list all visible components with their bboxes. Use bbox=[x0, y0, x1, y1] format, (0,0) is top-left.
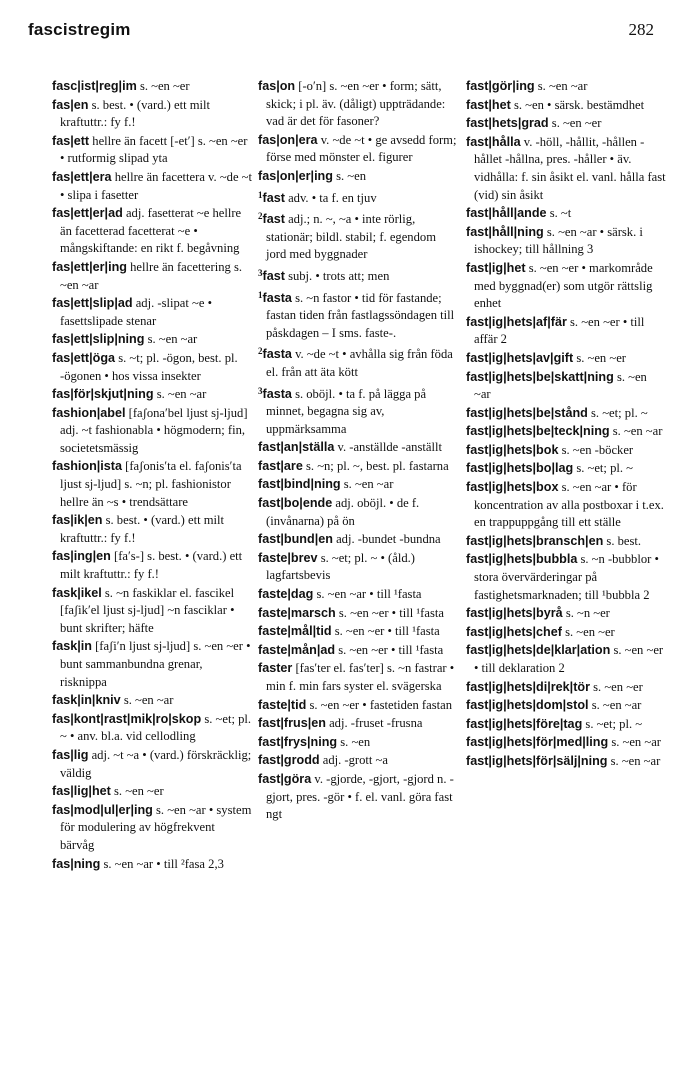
dictionary-entry bbox=[52, 405, 252, 458]
definition: s. ~en ~er bbox=[114, 784, 164, 799]
dictionary-entry bbox=[258, 168, 458, 186]
column-3 bbox=[466, 78, 666, 772]
definition: s. ~et; pl. ~ bbox=[591, 405, 648, 420]
dictionary-entry bbox=[466, 642, 666, 677]
headword: fast|an|ställa bbox=[258, 440, 335, 455]
definition: adj. -fruset -frusna bbox=[329, 716, 423, 731]
dictionary-entry bbox=[258, 495, 458, 530]
definition: s. oböjl. • ta f. på lägga på minnet, begagna sig av, uppmärksamma bbox=[266, 386, 427, 436]
headword: fast|håll|ande bbox=[466, 206, 547, 221]
dictionary-entry bbox=[52, 512, 252, 547]
definition: s. ~n faskiklar el. fascikel [faʃik′el ljust sj-ljud] ~n fasciklar • bunt skrifter; häfte bbox=[60, 585, 235, 635]
headword: fas|kont|rast|mik|ro|skop bbox=[52, 711, 202, 726]
homonym-number: 3 bbox=[258, 385, 263, 396]
definition: hellre än facett [-et′] s. ~en ~er • rutformig slipad yta bbox=[60, 133, 248, 166]
definition: adv. • ta f. en tjuv bbox=[288, 190, 377, 205]
definition: s. ~en ~er • fastetiden fastan bbox=[309, 697, 452, 712]
dictionary-entry bbox=[52, 747, 252, 782]
headword: fast|ig|hets|af|fär bbox=[466, 314, 567, 329]
dictionary-entry bbox=[258, 660, 458, 695]
headword: fast|hålla bbox=[466, 134, 521, 149]
headword: fast|ig|hets|bo|lag bbox=[466, 461, 574, 476]
dictionary-entry bbox=[466, 205, 666, 223]
headword: fas|on|era bbox=[258, 132, 318, 147]
dictionary-entry bbox=[466, 78, 666, 96]
dictionary-entry bbox=[52, 331, 252, 349]
definition: s. ~n ~er bbox=[565, 606, 610, 621]
dictionary-entry bbox=[258, 132, 458, 167]
dictionary-entry bbox=[52, 97, 252, 132]
headword: fas|ett|öga bbox=[52, 350, 116, 365]
definition: s. ~en bbox=[336, 168, 367, 183]
column-2 bbox=[258, 78, 458, 825]
dictionary-entry bbox=[258, 187, 458, 208]
dictionary-entry bbox=[52, 783, 252, 801]
dictionary-entry bbox=[466, 224, 666, 259]
dictionary-entry bbox=[258, 383, 458, 439]
dictionary-entry bbox=[258, 265, 458, 286]
dictionary-entry bbox=[258, 287, 458, 343]
dictionary-entry bbox=[466, 753, 666, 771]
headword: fas|ett|era bbox=[52, 169, 112, 184]
definition: s. ~en ~ar • till ²fasa 2,3 bbox=[103, 856, 224, 871]
headword: fast|ig|hets|dom|stol bbox=[466, 698, 589, 713]
dictionary-entry bbox=[466, 423, 666, 441]
dictionary-entry bbox=[466, 716, 666, 734]
dictionary-entry bbox=[258, 642, 458, 660]
headword: fast|ig|hets|di|rek|tör bbox=[466, 679, 590, 694]
headword: fast|ig|hets|be|teck|ning bbox=[466, 424, 610, 439]
definition: v. ~de ~t • avhålla sig från föda el. från att äta kött bbox=[266, 347, 453, 379]
headword: fast|ig|hets|byrå bbox=[466, 606, 563, 621]
headword: fasta bbox=[262, 386, 292, 401]
dictionary-entry bbox=[466, 405, 666, 423]
definition: adj. -slipat ~e • fasettslipade stenar bbox=[60, 296, 212, 328]
headword: fast|ig|hets|före|tag bbox=[466, 716, 583, 731]
definition: adj. ~t ~a • (vard.) förskräcklig; väldig bbox=[60, 747, 252, 780]
definition: subj. • trots att; men bbox=[288, 268, 390, 283]
headword: fast|bind|ning bbox=[258, 477, 341, 492]
headword: fask|in bbox=[52, 639, 92, 654]
definition: s. ~en ~ar bbox=[537, 79, 588, 93]
definition: s. ~en ~er bbox=[593, 679, 643, 694]
headword: fasc|ist|reg|im bbox=[52, 79, 137, 93]
headword: fashion|abel bbox=[52, 405, 126, 420]
definition: [faʃonis′ta el. faʃonis′ta ljust sj-ljud] s. ~n; pl. fashionistor hellre än ~s • trendsättare bbox=[60, 459, 242, 509]
dictionary-entry bbox=[52, 78, 252, 96]
dictionary-entry bbox=[52, 133, 252, 168]
headword: faster bbox=[258, 661, 293, 676]
dictionary-entry bbox=[258, 476, 458, 494]
definition: s. ~en ~ar • system för modulering av högfrekvent bärvåg bbox=[60, 802, 252, 852]
definition: s. ~en ~er • markområde med byggnad(er) som utgör rättslig enhet bbox=[474, 260, 653, 311]
definition: s. ~n -bubblor • stora övervärderingar på fastighetsmarknaden; till ¹bubbla 2 bbox=[474, 552, 659, 602]
homonym-number: 2 bbox=[258, 346, 263, 357]
headword: fas|lig|het bbox=[52, 784, 111, 799]
headword: fast|ig|hets|för|med|ling bbox=[466, 735, 609, 750]
definition: s. ~en ~er • till ¹fasta bbox=[334, 624, 440, 639]
headword: fast|ig|hets|box bbox=[466, 480, 559, 495]
definition: adj. -grott ~a bbox=[322, 753, 388, 768]
headword: fast bbox=[262, 190, 285, 205]
dictionary-entry bbox=[258, 531, 458, 549]
dictionary-entry bbox=[466, 533, 666, 551]
headword: faste|marsch bbox=[258, 605, 336, 620]
column-1 bbox=[52, 78, 252, 874]
dictionary-entry bbox=[258, 586, 458, 604]
dictionary-entry bbox=[52, 169, 252, 204]
headword: fasta bbox=[262, 290, 292, 305]
dictionary-entry bbox=[466, 134, 666, 204]
definition: [faʃona′bel ljust sj-ljud] adj. ~t fashionabla • högmodern; fin, societetsmässig bbox=[60, 405, 248, 455]
headword: fas|ing|en bbox=[52, 549, 111, 564]
headword: fas|en bbox=[52, 97, 89, 112]
headword: fast|gör|ing bbox=[466, 79, 535, 93]
definition: s. ~en ~er • till ¹fasta bbox=[338, 642, 444, 657]
dictionary-entry bbox=[466, 260, 666, 313]
definition: s. ~en ~ar bbox=[611, 735, 661, 750]
dictionary-entry bbox=[466, 734, 666, 752]
definition: s. ~et; pl. ~ • anv. bl.a. vid cellodling bbox=[60, 711, 252, 744]
definition: s. ~en ~ar bbox=[474, 369, 647, 402]
headword: fas|mod|ul|er|ing bbox=[52, 802, 153, 817]
definition: adj.; n. ~, ~a • inte rörlig, stationär; bildl. stabil; f. egendom jord med byggnader bbox=[266, 212, 436, 262]
definition: s. ~en bbox=[340, 734, 371, 749]
dictionary-entry bbox=[258, 343, 458, 381]
dictionary-entry bbox=[52, 856, 252, 874]
dictionary-entry bbox=[52, 802, 252, 855]
headword: fast|ig|hets|bransch|en bbox=[466, 533, 604, 548]
headword: faste|dag bbox=[258, 587, 314, 602]
definition: [faʃi′n ljust sj-ljud] s. ~en ~er • bunt sammanbundna grenar, risknippa bbox=[60, 639, 251, 689]
definition: s. ~en ~ar • till ¹fasta bbox=[316, 587, 422, 602]
headword: fast|ig|hets|för|sälj|ning bbox=[466, 753, 608, 768]
headword: fast bbox=[262, 212, 285, 227]
headword: fast|ig|hets|de|klar|ation bbox=[466, 643, 611, 658]
definition: v. -gjorde, -gjort, -gjord n. -gjort, pres. -gör • f. el. vanl. göra fast ngt bbox=[266, 771, 454, 822]
dictionary-entry bbox=[258, 78, 458, 131]
headword: fast|ig|het bbox=[466, 260, 526, 275]
headword: fas|för|skjut|ning bbox=[52, 387, 154, 402]
dictionary-entry bbox=[466, 442, 666, 460]
definition: hellre än facettera v. ~de ~t • slipa i fasetter bbox=[60, 169, 252, 202]
dictionary-entry bbox=[466, 624, 666, 642]
definition: s. ~en ~ar • för koncentration av alla postboxar i t.ex. en trappuppgång till ett ställe bbox=[474, 480, 664, 530]
headword: fask|in|kniv bbox=[52, 693, 121, 708]
definition: s. best. • (vard.) ett milt kraftuttr.: fy f.! bbox=[60, 513, 225, 545]
definition: [-o′n] s. ~en ~er • form; sätt, skick; i pl. äv. (dåligt) uppträdande: vad är det för fasoner? bbox=[266, 79, 446, 129]
homonym-number: 1 bbox=[258, 189, 263, 200]
definition: s. best. bbox=[606, 533, 642, 548]
definition: s. best. • (vard.) ett milt kraftuttr.: fy f.! bbox=[60, 97, 211, 130]
headword: fasta bbox=[262, 347, 292, 362]
definition: s. ~en ~er • till affär 2 bbox=[474, 314, 645, 347]
guideword: fascistregim bbox=[28, 20, 131, 39]
page-number: 282 bbox=[628, 20, 654, 39]
headword: fast|ig|hets|chef bbox=[466, 624, 562, 639]
dictionary-entry bbox=[52, 259, 252, 294]
headword: fast|ig|hets|be|skatt|ning bbox=[466, 369, 614, 384]
definition: s. ~en ~er bbox=[565, 624, 615, 639]
dictionary-entry bbox=[466, 679, 666, 697]
headword: fask|ikel bbox=[52, 585, 102, 600]
definition: s. ~en ~er bbox=[139, 79, 190, 93]
dictionary-entry bbox=[466, 369, 666, 404]
homonym-number: 2 bbox=[258, 211, 263, 222]
definition: s. ~en ~er • till deklaration 2 bbox=[474, 643, 664, 675]
headword: fast|are bbox=[258, 458, 303, 473]
headword: fast|göra bbox=[258, 771, 312, 786]
headword: fast|ig|hets|bok bbox=[466, 442, 559, 457]
definition: hellre än facettering s. ~en ~ar bbox=[60, 259, 243, 292]
dictionary-columns bbox=[52, 78, 666, 1038]
definition: adj. fasetterat ~e hellre än facetterad facetterat ~e • mångskiftande: en rikt f. begåvning bbox=[60, 206, 242, 256]
definition: s. ~t bbox=[549, 206, 572, 221]
definition: s. ~en ~ar bbox=[343, 477, 394, 492]
dictionary-entry bbox=[52, 295, 252, 330]
headword: fast|håll|ning bbox=[466, 224, 544, 239]
headword: fast|hets|grad bbox=[466, 116, 549, 131]
dictionary-entry bbox=[466, 551, 666, 604]
headword: fas|ik|en bbox=[52, 513, 103, 528]
homonym-number: 3 bbox=[258, 267, 263, 278]
dictionary-entry bbox=[466, 350, 666, 368]
dictionary-entry bbox=[52, 548, 252, 583]
dictionary-entry bbox=[258, 623, 458, 641]
dictionary-entry bbox=[466, 314, 666, 349]
headword: faste|tid bbox=[258, 697, 307, 712]
definition: s. ~en ~er • till ¹fasta bbox=[338, 605, 444, 620]
headword: fast|bund|en bbox=[258, 532, 333, 547]
definition: s. ~en ~ar • särsk. i ishockey; till hållning 3 bbox=[474, 224, 643, 257]
definition: s. ~et; pl. ~ bbox=[585, 716, 643, 731]
definition: adj. oböjl. • de f. (invånarna) på ön bbox=[266, 496, 420, 528]
definition: s. ~t; pl. -ögon, best. pl. -ögonen • hos vissa insekter bbox=[60, 350, 238, 383]
dictionary-entry bbox=[466, 479, 666, 532]
running-header bbox=[28, 20, 654, 46]
dictionary-entry bbox=[258, 550, 458, 585]
headword: fashion|ista bbox=[52, 459, 123, 474]
headword: fast|frys|ning bbox=[258, 734, 338, 749]
headword: fas|ett|er|ad bbox=[52, 206, 123, 221]
dictionary-entry bbox=[258, 605, 458, 623]
headword: fast|bo|ende bbox=[258, 496, 333, 511]
definition: s. ~et; pl. ~ bbox=[576, 461, 633, 476]
headword: fast|ig|hets|be|stånd bbox=[466, 405, 588, 420]
headword: faste|brev bbox=[258, 550, 318, 565]
headword: fas|ett bbox=[52, 133, 90, 148]
dictionary-entry bbox=[466, 97, 666, 115]
headword: fas|lig bbox=[52, 747, 89, 762]
dictionary-entry bbox=[52, 638, 252, 691]
headword: fas|ning bbox=[52, 856, 101, 871]
definition: s. ~n; pl. ~, best. pl. fastarna bbox=[306, 458, 449, 473]
definition: s. ~en ~ar bbox=[123, 693, 174, 708]
headword: fast|ig|hets|av|gift bbox=[466, 350, 574, 365]
dictionary-entry bbox=[52, 386, 252, 404]
definition: s. ~en ~ar bbox=[156, 387, 207, 402]
headword: faste|mån|ad bbox=[258, 642, 336, 657]
definition: s. ~en -böcker bbox=[561, 442, 634, 457]
definition: [fa′s-] s. best. • (vard.) ett milt kraftuttr.: fy f.! bbox=[60, 549, 243, 582]
headword: faste|mål|tid bbox=[258, 624, 332, 639]
definition: s. ~en ~er bbox=[576, 350, 626, 365]
headword: fast|frus|en bbox=[258, 716, 326, 731]
dictionary-entry bbox=[466, 115, 666, 133]
definition: [fas′ter el. fas′ter] s. ~n fastrar • min f. min fars syster el. svägerska bbox=[266, 661, 455, 693]
headword: fas|ett|er|ing bbox=[52, 259, 127, 274]
definition: s. ~en ~ar bbox=[147, 332, 198, 347]
headword: fast|het bbox=[466, 97, 511, 112]
definition: v. -höll, -hållit, -hållen -hållet -hållna, pres. -håller • äv. vidhålla: f. sin åsikt el. vanl. hålla fast (vid) sin åsikt bbox=[474, 134, 666, 202]
dictionary-entry bbox=[466, 605, 666, 623]
headword: fast bbox=[262, 268, 285, 283]
headword: fas|on|er|ing bbox=[258, 168, 333, 183]
headword: fas|ett|slip|ad bbox=[52, 296, 133, 311]
dictionary-entry bbox=[52, 692, 252, 710]
definition: v. ~de ~t • ge avsedd form; förse med mönster el. figurer bbox=[266, 132, 457, 165]
headword: fas|ett|slip|ning bbox=[52, 332, 145, 347]
dictionary-entry bbox=[52, 350, 252, 385]
dictionary-entry bbox=[258, 771, 458, 824]
dictionary-entry bbox=[466, 460, 666, 478]
dictionary-entry bbox=[52, 711, 252, 746]
definition: s. ~en • särsk. bestämdhet bbox=[513, 97, 645, 112]
dictionary-entry bbox=[52, 205, 252, 258]
definition: s. ~et; pl. ~ • (åld.) lagfartsbevis bbox=[266, 550, 415, 583]
dictionary-entry bbox=[52, 458, 252, 511]
dictionary-entry bbox=[258, 697, 458, 715]
dictionary-entry bbox=[258, 458, 458, 476]
definition: v. -anställde -anställt bbox=[337, 440, 442, 455]
definition: s. ~n fastor • tid för fastande; fastan tiden från fastlagssöndagen till påskdagen – I sms. faste-. bbox=[266, 290, 455, 340]
headword: fast|grodd bbox=[258, 753, 320, 768]
definition: s. ~en ~ar bbox=[610, 753, 661, 768]
headword: fast|ig|hets|bubbla bbox=[466, 552, 578, 567]
homonym-number: 1 bbox=[258, 289, 263, 300]
dictionary-entry bbox=[258, 715, 458, 733]
headword: fas|on bbox=[258, 79, 296, 93]
definition: adj. -bundet -bundna bbox=[336, 532, 441, 547]
dictionary-entry bbox=[466, 697, 666, 715]
definition: s. ~en ~ar bbox=[612, 424, 663, 439]
dictionary-entry bbox=[258, 439, 458, 457]
definition: s. ~en ~ar bbox=[591, 698, 642, 713]
dictionary-entry bbox=[258, 208, 458, 264]
dictionary-entry bbox=[258, 752, 458, 770]
dictionary-entry bbox=[52, 585, 252, 638]
definition: s. ~en ~er bbox=[551, 116, 602, 131]
dictionary-entry bbox=[258, 734, 458, 752]
